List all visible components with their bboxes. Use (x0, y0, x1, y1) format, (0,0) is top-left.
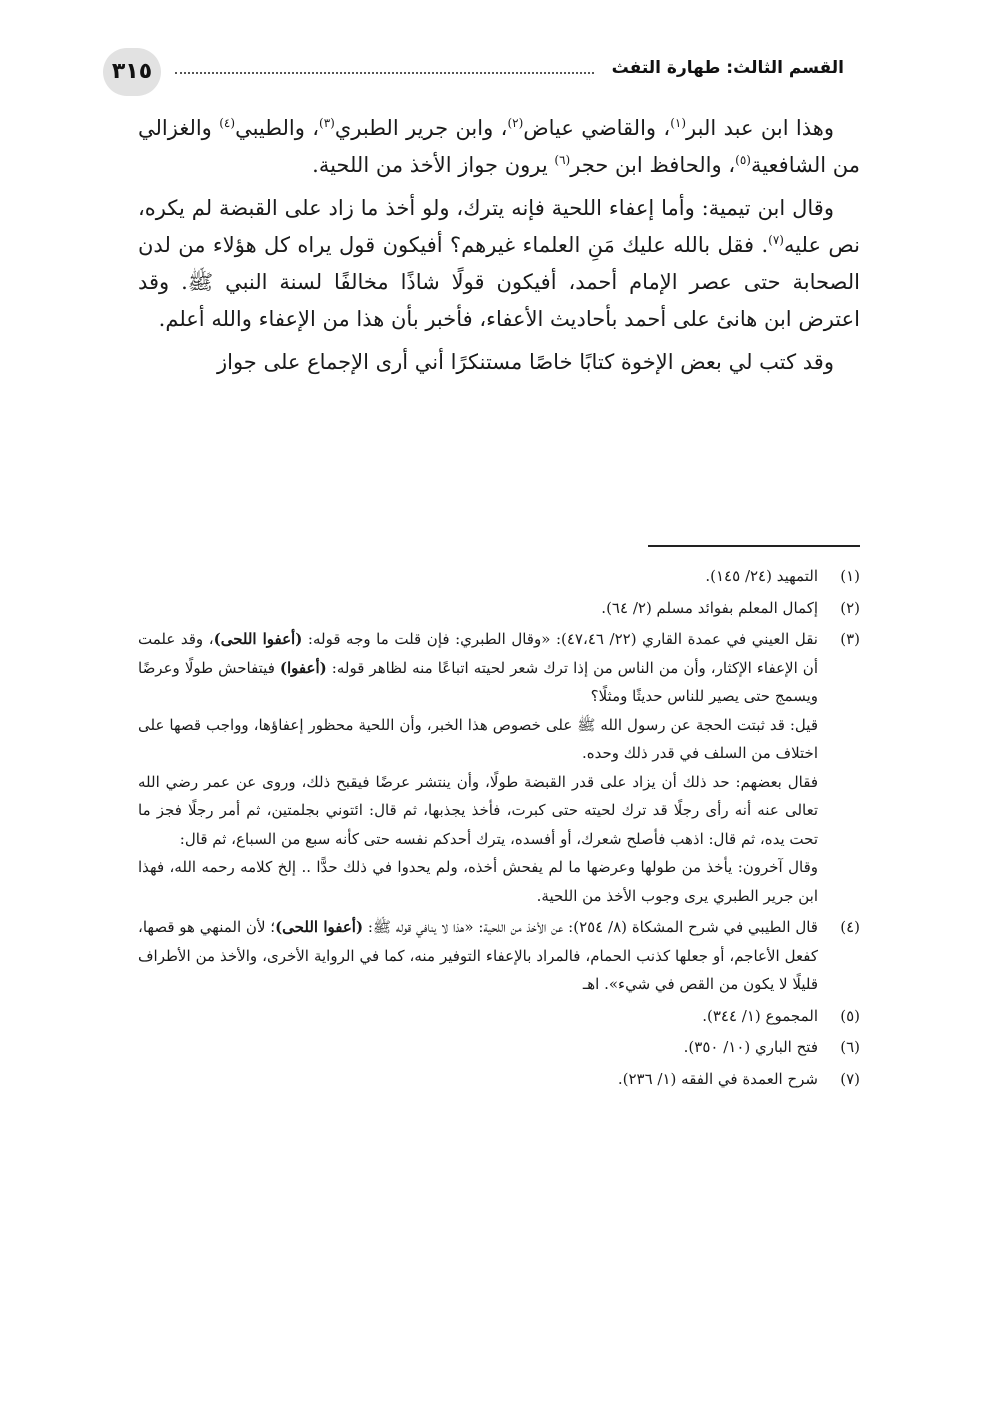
text-span: قال الطيبي في شرح المشكاة (٨/ ٢٥٤): عن الأخذ من اللحية: «هذا لا ينافي قوله ﷺ: (363, 918, 818, 936)
footnote-ref-2[interactable]: (٢) (507, 116, 524, 130)
footnote-2 (138, 594, 860, 623)
footnote-ref-7[interactable]: (٧) (768, 233, 784, 247)
footnote-number: (٧) (840, 1069, 860, 1088)
footnote-ref-4[interactable]: (٤) (219, 116, 236, 130)
quoted-hadith: (أعفوا اللحى) (213, 630, 303, 648)
footnote-4 (138, 913, 860, 999)
footnote-ref-3[interactable]: (٣) (319, 116, 335, 130)
paragraph-2 (138, 190, 860, 338)
text-span: وهذا ابن عبد البر (686, 116, 835, 140)
footnote-text: شرح العمدة في الفقه (١/ ٢٣٦). (617, 1069, 818, 1088)
footnote-text: إكمال المعلم بفوائد مسلم (٢/ ٦٤). (601, 598, 818, 617)
footnote-7 (138, 1065, 860, 1094)
text-span: فيتفاحش طولًا وعرضًا ويسمج حتى يصير للناس حديثًا ومثلًا؟ (138, 658, 818, 705)
text-span: ، والطيبي (235, 116, 320, 140)
text-span: نقل العيني في عمدة القاري (٢٢/ ٤٧،٤٦): «وقال الطبري: فإن قلت ما وجه قوله: (302, 630, 818, 648)
footnote-number: (٤) (840, 918, 860, 936)
chapter-title: القسم الثالث: طهارة التفث (611, 58, 844, 78)
text-span: ، والحافظ ابن حجر (570, 153, 736, 177)
footnote-number: (٥) (840, 1006, 860, 1025)
footnote-text: قيل: قد ثبتت الحجة عن رسول الله ﷺ على خصوص هذا الخبر، وأن اللحية محظور إعفاؤها، وواجب قصها على اختلاف من السلف في قدر ذلك وحده. (138, 715, 818, 762)
text-span: . فقل بالله عليك مَنِ العلماء غيرهم؟ أفيكون قول يراه كل هؤلاء من لدن الصحابة حتى عصر الإمام أحمد، أفيكون قولًا شاذًا مخالفًا لسنة النبي ﷺ. وقد اعترض ابن هانئ على أحمد بأحاديث الأعفاء، فأخبر بأن هذا من الإعفاء والله أعلم. (138, 233, 860, 331)
footnote-text: فقال بعضهم: حد ذلك أن يزاد على قدر القبضة طولًا، وأن ينتشر عرضًا فيقبح ذلك، وروى عن عمر رضي الله تعالى عنه أنه رأى رجلًا قد ترك لحيته حتى كبرت، فأخذ يجذبها، ثم قال: ائتوني بجلمتين، ثم أمر رجلًا فجز ما تحت يده، ثم قال: اذهب فأصلح شعرك، أو أفسده، يترك أحدكم نفسه حتى كأنه سبع من السباع، ثم قال: (138, 772, 818, 848)
footnotes (138, 562, 860, 1096)
paragraph-3: وقد كتب لي بعض الإخوة كتابًا خاصًا مستنكرًا أني أرى الإجماع على جواز (216, 350, 834, 374)
page-header (105, 48, 844, 96)
footnote-text: فتح الباري (١٠/ ٣٥٠). (683, 1038, 818, 1056)
footnote-1 (138, 562, 860, 591)
footnote-6 (138, 1033, 860, 1062)
quoted-hadith: (أعفوا) (279, 658, 327, 677)
footnote-5 (138, 1002, 860, 1031)
footnote-separator (648, 545, 860, 547)
text-span: ، وقد علمت أن الإعفاء الإكثار، وأن من الناس من إذا ترك شعر لحيته اتباعًا منه لظاهر قوله: (138, 630, 818, 677)
footnote-number: (٦) (840, 1038, 860, 1056)
footnote-number: (١) (840, 567, 860, 585)
footnote-number: (٢) (840, 598, 860, 617)
footnote-ref-6[interactable]: (٦) (554, 153, 571, 167)
text-span: ؛ لأن المنهي هو قصها، كفعل الأعاجم، أو جعلها كذنب الحمام، فالمراد بالإعفاء التوفير منه، كما في الرواية الأخرى، والأخذ من الأطراف قليلًا لا يكون من القص في شيء». اهـ (138, 918, 818, 993)
paragraph-1 (138, 110, 860, 184)
footnote-number: (٣) (840, 630, 860, 648)
text-span: يرون جواز الأخذ من اللحية. (312, 153, 555, 177)
footnote-text: وقال آخرون: يأخذ من طولها وعرضها ما لم يفحش أخذه، ولم يحدوا في ذلك حدًّا .. إلخ كلامه رحمه الله، فهذا ابن جرير الطبري يرى وجوب الأخذ من اللحية. (138, 858, 818, 905)
footnote-text (138, 913, 818, 999)
page-number: ٣١٥ (103, 48, 161, 96)
header-dotted-leader (175, 72, 594, 74)
text-span: ، والقاضي عياض (523, 116, 671, 140)
quoted-hadith: (أعفوا اللحى) (275, 918, 364, 936)
footnote-text: التمهيد (٢٤/ ١٤٥). (705, 567, 818, 585)
footnote-text: المجموع (١/ ٣٤٤). (702, 1006, 818, 1025)
text-span: ، وابن جرير الطبري (334, 116, 508, 140)
footnote-ref-1[interactable]: (١) (670, 116, 687, 130)
text-span: والغزالي من الشافعية (138, 116, 860, 177)
main-text (138, 110, 860, 387)
text-span: وقال ابن تيمية: وأما إعفاء اللحية فإنه يترك، ولو أخذ ما زاد على القبضة لم يكره، نص عليه (138, 196, 861, 257)
footnote-3 (138, 625, 860, 910)
footnote-ref-5[interactable]: (٥) (735, 153, 751, 167)
footnote-text (138, 625, 818, 711)
